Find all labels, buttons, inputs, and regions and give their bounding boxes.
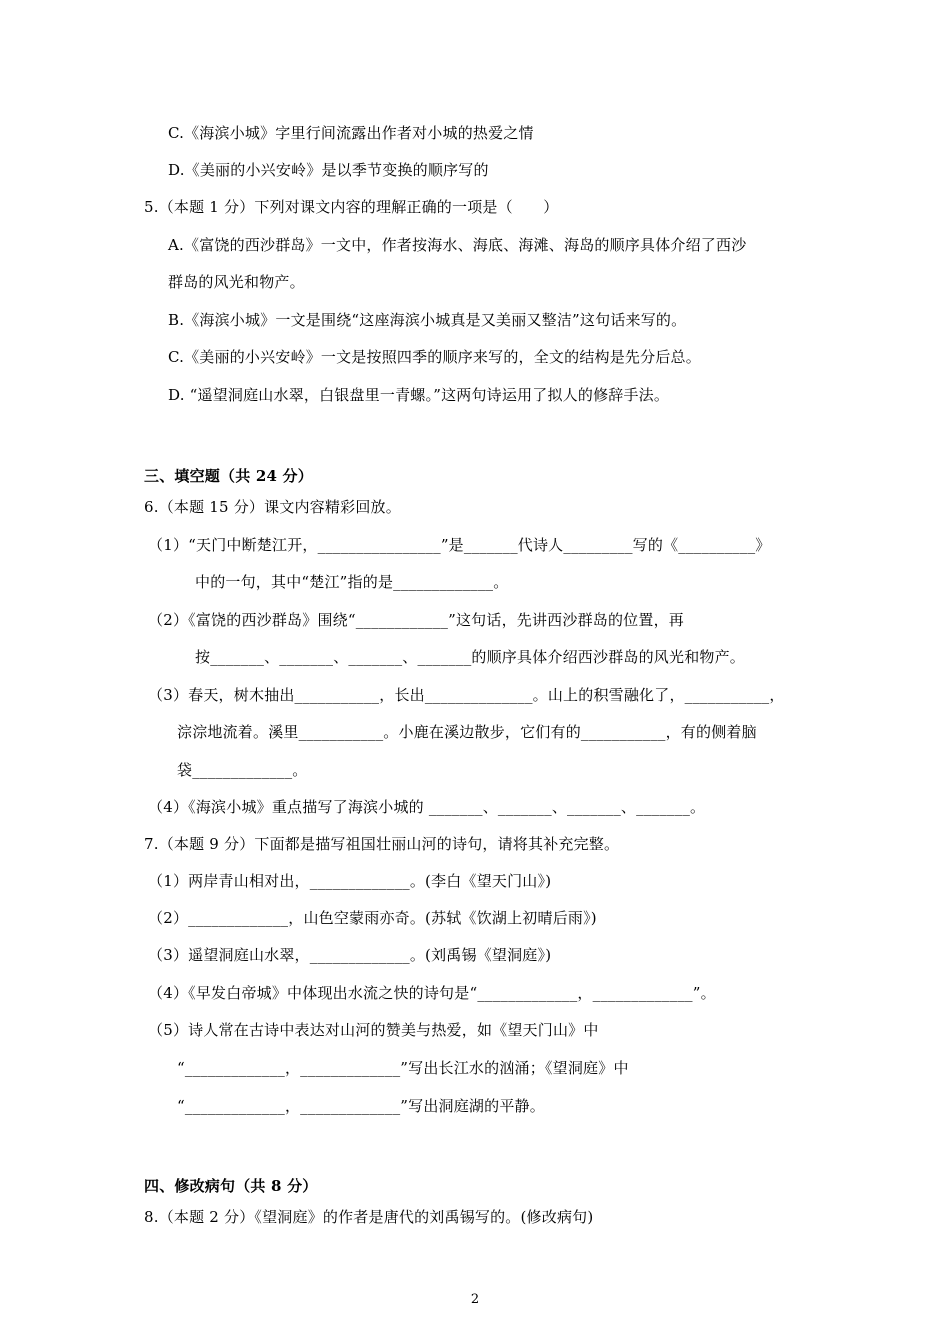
q6-item-4: （4）《海滨小城》重点描写了海滨小城的 _______、_______、_______、_______。 — [148, 798, 706, 816]
q7-item-4: （4）《早发白帝城》中体现出水流之快的诗句是“_____________，_____________”。 — [148, 984, 716, 1002]
option-d-q5: D. “遥望洞庭山水翠，白银盘里一青螺。”这两句诗运用了拟人的修辞手法。 — [168, 386, 670, 404]
option-a-q5: A.《富饶的西沙群岛》一文中，作者按海水、海底、海滩、海岛的顺序具体介绍了西沙 — [168, 236, 747, 254]
q7-item-5: （5）诗人常在古诗中表达对山河的赞美与热爱，如《望天门山》中 — [148, 1021, 599, 1039]
q7-item-5-cont2: “_____________，_____________”写出洞庭湖的平静。 — [177, 1097, 545, 1115]
q6-item-3-cont: 淙淙地流着。溪里___________。小鹿在溪边散步，它们有的___________，有的侧着脑 — [177, 723, 757, 741]
q7-item-5-cont: “_____________，_____________”写出长江水的汹涌；《望洞庭》中 — [177, 1059, 629, 1077]
option-c-q4: C.《海滨小城》字里行间流露出作者对小城的热爱之情 — [168, 124, 534, 142]
q7-item-1: （1）两岸青山相对出，_____________。(李白《望天门山》) — [148, 872, 552, 890]
q6-item-3-cont2: 袋_____________。 — [177, 761, 308, 779]
q6-item-2-cont: 按_______、_______、_______、_______的顺序具体介绍西沙群岛的风光和物产。 — [195, 648, 746, 666]
question-7: 7.（本题 9 分）下面都是描写祖国壮丽山河的诗句，请将其补充完整。 — [144, 835, 620, 853]
option-b-q5: B.《海滨小城》一文是围绕“这座海滨小城真是又美丽又整洁”这句话来写的。 — [168, 311, 687, 329]
question-8: 8.（本题 2 分）《望洞庭》的作者是唐代的刘禹锡写的。(修改病句) — [144, 1208, 594, 1226]
section-4-heading: 四、修改病句（共 8 分） — [144, 1177, 318, 1195]
q6-item-2: （2）《富饶的西沙群岛》围绕“____________”这句话，先讲西沙群岛的位置，再 — [148, 611, 684, 629]
question-5: 5.（本题 1 分）下列对课文内容的理解正确的一项是（ ） — [144, 198, 559, 216]
option-d-q4: D.《美丽的小兴安岭》是以季节变换的顺序写的 — [168, 161, 489, 179]
page-number: 2 — [470, 1292, 480, 1307]
option-c-q5: C.《美丽的小兴安岭》一文是按照四季的顺序来写的，全文的结构是先分后总。 — [168, 348, 701, 366]
section-3-heading: 三、填空题（共 24 分） — [144, 467, 313, 485]
option-a-q5-cont: 群岛的风光和物产。 — [168, 273, 305, 291]
q6-item-3: （3）春天，树木抽出___________，长出______________。山上的积雪融化了，___________， — [148, 686, 785, 704]
q6-item-1-cont: 中的一句，其中“楚江”指的是_____________。 — [195, 573, 509, 591]
q7-item-2: （2）_____________，山色空蒙雨亦奇。(苏轼《饮湖上初晴后雨》) — [148, 909, 597, 927]
question-6: 6.（本题 15 分）课文内容精彩回放。 — [144, 498, 401, 516]
q7-item-3: （3）遥望洞庭山水翠，_____________。(刘禹锡《望洞庭》) — [148, 946, 552, 964]
q6-item-1: （1）“天门中断楚江开，________________”是_______代诗人_________写的《__________》 — [148, 536, 771, 554]
